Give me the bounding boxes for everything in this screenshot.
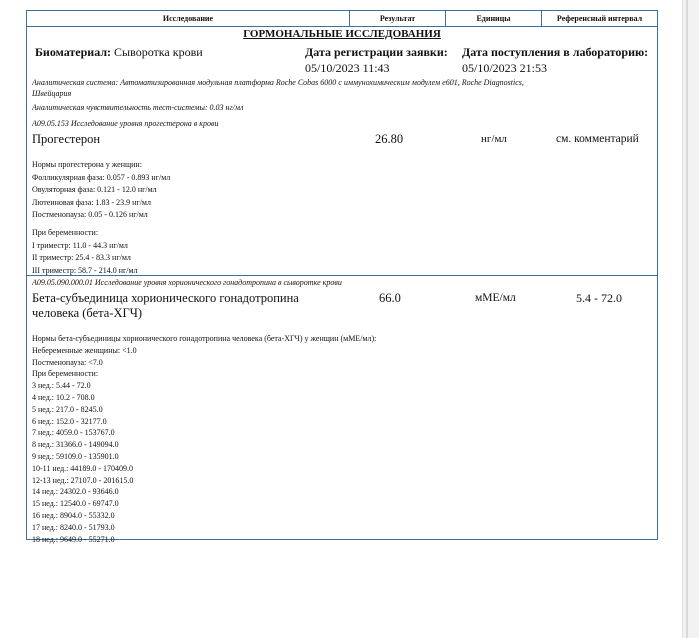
lab-arrival-date-value: 05/10/2023 21:53 [462, 61, 548, 75]
norm-line: 18 нед.: 9649.0 - 55271.0 [32, 534, 115, 544]
progesterone-result: 26.80 [375, 132, 404, 146]
norm-line: 12-13 нед.: 27107.0 - 201615.0 [32, 475, 134, 485]
norm-line: Лютеиновая фаза: 1.83 - 23.9 нг/мл [32, 197, 151, 207]
progesterone-reference: см. комментарий [556, 133, 639, 145]
section-title: ГОРМОНАЛЬНЫЕ ИССЛЕДОВАНИЯ [243, 28, 441, 40]
norm-line: 9 нед.: 59109.0 - 135901.0 [32, 451, 119, 461]
norm-line: Фолликулярная фаза: 0.057 - 0.893 нг/мл [32, 172, 171, 182]
progesterone-norms [32, 159, 170, 222]
norm-line: III триместр: 58.7 - 214.0 нг/мл [32, 265, 138, 275]
progesterone-norms-title: Нормы прогестерона у женщин: [32, 160, 142, 169]
norm-line: Постменопауза: 0.05 - 0.126 нг/мл [32, 210, 148, 219]
biomaterial-label: Биоматериал: [35, 45, 112, 59]
norm-line: Постменопауза: <7.0 [32, 357, 103, 367]
progesterone-name: Прогестерон [32, 132, 101, 146]
norm-line: При беременности: [32, 369, 99, 379]
norm-line: 17 нед.: 8240.0 - 51793.0 [32, 522, 115, 532]
norm-line: 5 нед.: 217.0 - 8245.0 [32, 404, 103, 414]
column-header-result: Результат [350, 11, 446, 26]
norm-line: I триместр: 11.0 - 44.3 нг/мл [32, 240, 128, 250]
norm-line: Овуляторная фаза: 0.121 - 12.0 нг/мл [32, 185, 157, 194]
test-sensitivity: Аналитическая чувствительность тест-системы: 0.03 нг/мл [32, 103, 244, 112]
progesterone-units: нг/мл [481, 133, 507, 145]
pregnancy-title: При беременности: [32, 228, 99, 237]
norm-line: 16 нед.: 8904.0 - 55332.0 [32, 510, 115, 520]
norm-line: 8 нед.: 31366.0 - 149094.0 [32, 440, 119, 450]
registration-date-label: Дата регистрации заявки: [305, 45, 448, 59]
norm-line: Небеременные женщины: <1.0 [32, 345, 137, 355]
hcg-name-line-2: человека (бета-ХГЧ) [32, 306, 143, 320]
page-edge [682, 0, 699, 638]
hcg-norms [32, 333, 376, 545]
hcg-reference: 5.4 - 72.0 [576, 291, 622, 305]
hcg-result: 66.0 [379, 291, 401, 305]
norm-line: II триместр: 25.4 - 83.3 нг/мл [32, 253, 131, 262]
hcg-code: A09.05.090.000.01 Исследование уровня хорионического гонадотропина в сыворотке крови [32, 278, 342, 287]
norm-line: 7 нед.: 4059.0 - 153767.0 [32, 428, 115, 438]
registration-date-value: 05/10/2023 11:43 [305, 61, 390, 75]
norm-line: 6 нед.: 152.0 - 32177.0 [32, 416, 107, 426]
progesterone-pregnancy-norms [32, 227, 138, 277]
progesterone-code: A09.05.153 Исследование уровня прогестерона в крови [32, 119, 219, 128]
analytic-system-country: Швейцария [32, 89, 72, 98]
column-header-research: Исследование [27, 11, 350, 26]
norm-line: 15 нед.: 12540.0 - 69747.0 [32, 499, 119, 509]
hcg-name-line-1: Бета-субъединица хорионического гонадотропина [32, 291, 299, 305]
page-edge-shadow [686, 0, 688, 638]
results-document [26, 10, 658, 544]
biomaterial-value: Сыворотка крови [114, 45, 203, 59]
norm-line: Нормы бета-субъединицы хорионического гонадотропина человека (бета-ХГЧ) у женщин (мМЕ/мл): [32, 334, 377, 343]
biomaterial [35, 45, 203, 60]
lab-arrival-date-label: Дата поступления в лабораторию: [462, 45, 649, 59]
norm-line: 4 нед.: 10.2 - 708.0 [32, 392, 95, 402]
column-header-units: Единицы [446, 11, 542, 26]
section-divider [27, 275, 657, 276]
column-header-reference: Референсный интервал [556, 14, 643, 23]
header-divider [27, 26, 657, 27]
norm-line: 3 нед.: 5.44 - 72.0 [32, 381, 91, 391]
norm-line: 10-11 нед.: 44189.0 - 170409.0 [32, 463, 134, 473]
norm-line: 14 нед.: 24302.0 - 93646.0 [32, 487, 119, 497]
hcg-units: мМЕ/мл [475, 292, 516, 304]
analytic-system: Аналитическая система: Автоматизированная модульная платформа Roche Cobas 6000 с иммунохимическим модулем e601, Roche Diagnostics, [32, 78, 524, 87]
